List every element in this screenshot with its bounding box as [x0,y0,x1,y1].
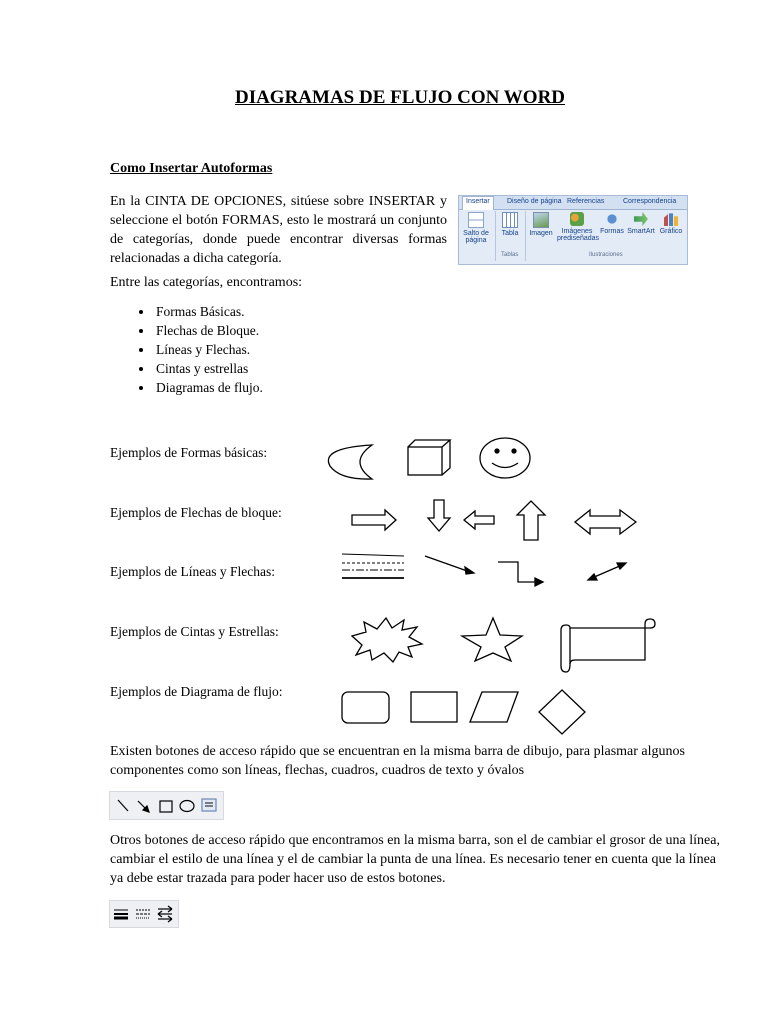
group-ilustraciones-label: Ilustraciones [589,252,623,258]
left-right-block-arrow [575,510,636,534]
tab-insertar[interactable]: Insertar [462,196,494,210]
diagonal-arrow-shape [425,556,474,574]
elbow-arrow-shape [498,562,543,586]
tab-diseno[interactable]: Diseño de página [507,198,562,205]
double-arrow-shape [588,563,626,580]
list-item: • Cintas y estrellas [154,359,263,378]
page-title: DIAGRAMAS DE FLUJO CON WORD [234,87,566,108]
imagen-button[interactable]: Imagen [529,212,553,237]
example-basic-label: Ejemplos de Formas básicas: [110,445,268,460]
list-item: • Diagramas de flujo. [154,378,263,397]
star-shape [462,618,522,661]
dash-style-icon [136,910,150,918]
explosion-shape [352,618,422,662]
list-item: • Flechas de Bloque. [154,321,263,340]
flow-rounded-rect [342,692,389,723]
formas-button[interactable]: Formas [599,212,625,235]
example-flowchart-label: Ejemplos de Diagrama de flujo: [110,684,283,699]
line-format-toolbar [109,900,179,928]
imagenes-prediseñadas-button[interactable]: Imágenes prediseñadas [557,212,597,242]
section-heading: Como Insertar Autoformas [110,161,273,176]
line-styles-shape [342,554,404,578]
other-buttons-paragraph: Otros botones de acceso rápido que encontramos en la misma barra, son el de cambiar el grosor de una línea, cambiar el estilo de una línea y el de cambiar la punta de una línea. Es necesario tener en cuenta que la línea ya debe estar trazada para poder hacer uso de estos botones. [110,833,720,886]
rectangle-tool-icon [160,801,172,812]
flow-data-parallelogram [470,692,518,722]
flow-decision-diamond [539,690,585,734]
list-item: • Formas Básicas. [154,302,263,321]
tabla-button[interactable]: Tabla [497,212,523,237]
salto-button[interactable]: Salto de página [461,212,491,244]
up-block-arrow [517,501,545,540]
example-ribbons-label: Ejemplos de Cintas y Estrellas: [110,624,279,639]
tab-correspondencia[interactable]: Correspondencia [623,198,677,205]
intro-paragraph: En la CINTA DE OPCIONES, sitúese sobre INSERTAR y seleccione el botón FORMAS, esto le mostrará un conjunto de categorías, donde puede encontrar diversas formas relacionadas a dicha categoría. [110,194,447,266]
group-tablas-label: Tablas [501,252,519,258]
right-block-arrow [352,510,396,530]
arrow-tool-icon [138,801,149,812]
smartart-button[interactable]: SmartArt [626,212,656,235]
drawing-toolbar [109,791,224,820]
line-weight-icon [114,910,128,918]
oval-tool-icon [180,801,194,812]
scroll-shape [561,619,655,672]
moon-shape [328,445,372,479]
list-item: • Líneas y Flechas. [154,340,263,359]
tab-referencias[interactable]: Referencias [567,198,605,205]
quick-buttons-paragraph: Existen botones de acceso rápido que se encuentran en la misma barra de dibujo, para plasmar algunos componentes como son líneas, flechas, cuadros, cuadros de texto y óvalos [110,744,685,778]
line-tool-icon [118,800,128,811]
example-arrows-label: Ejemplos de Flechas de bloque: [110,505,282,520]
down-block-arrow [428,500,450,531]
textbox-tool-icon [202,799,216,811]
arrow-style-icon [158,906,172,922]
example-lines-label: Ejemplos de Líneas y Flechas: [110,564,275,579]
flow-process-rect [411,692,457,722]
smiley-shape [480,438,530,478]
categories-intro: Entre las categorías, encontramos: [110,275,303,290]
left-block-arrow [464,511,494,529]
cube-shape [408,440,450,475]
grafico-button[interactable]: Gráfico [657,212,685,235]
